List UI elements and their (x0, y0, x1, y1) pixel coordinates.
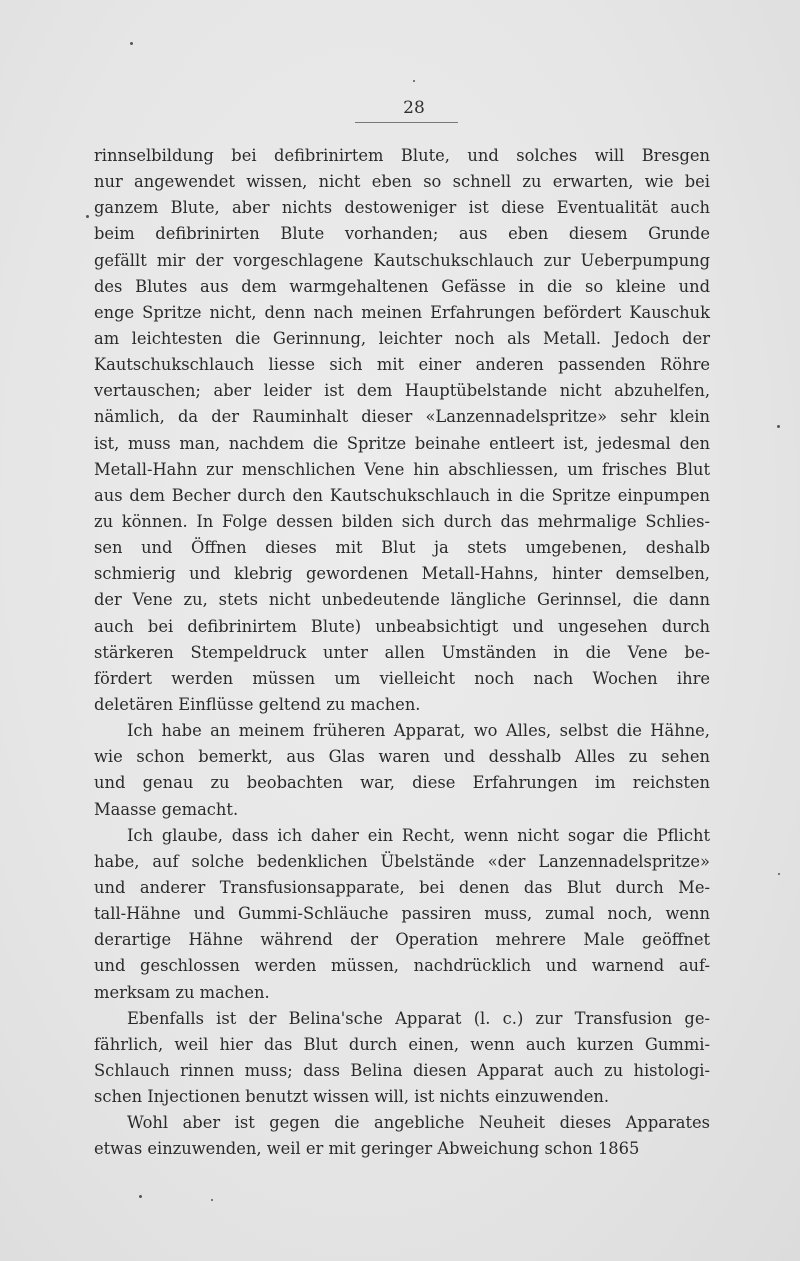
text-line: deletären Einflüsse geltend zu machen. (94, 694, 421, 714)
text-line: ist, muss man, nachdem die Spritze beinahe entleert ist, jedesmal den (94, 433, 710, 453)
paper-speck (413, 80, 415, 82)
text-line: Ich glaube, dass ich daher ein Recht, wenn nicht sogar die Pflicht (127, 825, 710, 845)
text-line: nämlich, da der Rauminhalt dieser «Lanzennadelspritze» sehr klein (94, 407, 710, 427)
text-line: aus dem Becher durch den Kautschukschlauch in die Spritze einpumpen (94, 485, 710, 505)
text-line: am leichtesten die Gerinnung, leichter noch als Metall. Jedoch der (94, 328, 710, 348)
text-line: Kautschukschlauch liesse sich mit einer anderen passenden Röhre (94, 355, 710, 375)
text-line: etwas einzuwenden, weil er mit geringer Abweichung schon 1865 (94, 1139, 640, 1159)
text-line: rinnselbildung bei defibrinirtem Blute, und solches will Bresgen (94, 146, 710, 165)
text-line: und geschlossen werden müssen, nachdrücklich und warnend auf- (94, 956, 710, 976)
text-line: derartige Hähne während der Operation mehrere Male geöffnet (94, 930, 710, 950)
text-line: schen Injectionen benutzt wissen will, ist nichts einzuwenden. (94, 1087, 610, 1107)
text-line: und anderer Transfusionsapparate, bei denen das Blut durch Me- (94, 877, 710, 897)
body-text (94, 143, 710, 1162)
text-line: Maasse gemacht. (94, 799, 239, 819)
text-line: gefällt mir der vorgeschlagene Kautschukschlauch zur Ueberpumpung (94, 250, 710, 270)
text-line: schmierig und klebrig gewordenen Metall-Hahns, hinter demselben, (94, 564, 710, 584)
paper-speck (777, 425, 780, 428)
text-line: habe, auf solche bedenklichen Übelstände «der Lanzennadelspritze» (94, 851, 710, 871)
text-line: fährlich, weil hier das Blut durch einen, wenn auch kurzen Gummi- (94, 1034, 710, 1054)
text-line: enge Spritze nicht, denn nach meinen Erfahrungen befördert Kauschuk (94, 302, 710, 322)
paper-speck (86, 215, 89, 218)
paragraph (94, 718, 710, 823)
text-line: und genau zu beobachten war, diese Erfahrungen im reichsten (94, 773, 710, 793)
text-line: auch bei defibrinirtem Blute) unbeabsichtigt und ungesehen durch (94, 616, 710, 636)
text-line: merksam zu machen. (94, 982, 270, 1002)
text-line: ganzem Blute, aber nichts destoweniger ist diese Eventualität auch (94, 198, 710, 218)
text-line: Ebenfalls ist der Belina'sche Apparat (l. c.) zur Transfusion ge- (127, 1008, 710, 1028)
text-line: wie schon bemerkt, aus Glas waren und desshalb Alles zu sehen (94, 747, 710, 767)
text-line: Wohl aber ist gegen die angebliche Neuheit dieses Apparates (127, 1113, 710, 1133)
text-line: sen und Öffnen dieses mit Blut ja stets umgebenen, deshalb (94, 538, 710, 558)
paper-speck (778, 873, 780, 875)
paragraph (94, 1006, 710, 1111)
text-line: vertauschen; aber leider ist dem Hauptübelstande nicht abzuhelfen, (94, 381, 710, 401)
text-line: Schlauch rinnen muss; dass Belina diesen Apparat auch zu histologi- (94, 1060, 710, 1080)
paper-speck (139, 1195, 142, 1198)
text-line: des Blutes aus dem warmgehaltenen Gefässe in die so kleine und (94, 276, 710, 296)
text-line: stärkeren Stempeldruck unter allen Umständen in die Vene be- (94, 642, 710, 662)
paper-speck (211, 1199, 213, 1201)
paragraph (94, 823, 710, 1006)
paper-speck (130, 42, 133, 45)
text-line: tall-Hähne und Gummi-Schläuche passiren muss, zumal noch, wenn (94, 904, 710, 924)
text-line: beim defibrinirten Blute vorhanden; aus eben diesem Grunde (94, 224, 710, 244)
header-rule (355, 122, 458, 123)
page-number: 28 (403, 98, 425, 118)
text-line: Ich habe an meinem früheren Apparat, wo Alles, selbst die Hähne, (127, 721, 710, 741)
text-line: der Vene zu, stets nicht unbedeutende längliche Gerinnsel, die dann (94, 590, 710, 610)
paragraph (94, 1110, 710, 1162)
text-line: fördert werden müssen um vielleicht noch nach Wochen ihre (94, 668, 710, 688)
text-line: nur angewendet wissen, nicht eben so schnell zu erwarten, wie bei (94, 172, 710, 192)
text-line: Metall-Hahn zur menschlichen Vene hin abschliessen, um frisches Blut (94, 459, 710, 479)
text-line: zu können. In Folge dessen bilden sich durch das mehrmalige Schlies- (94, 511, 710, 531)
paragraph (94, 143, 710, 718)
